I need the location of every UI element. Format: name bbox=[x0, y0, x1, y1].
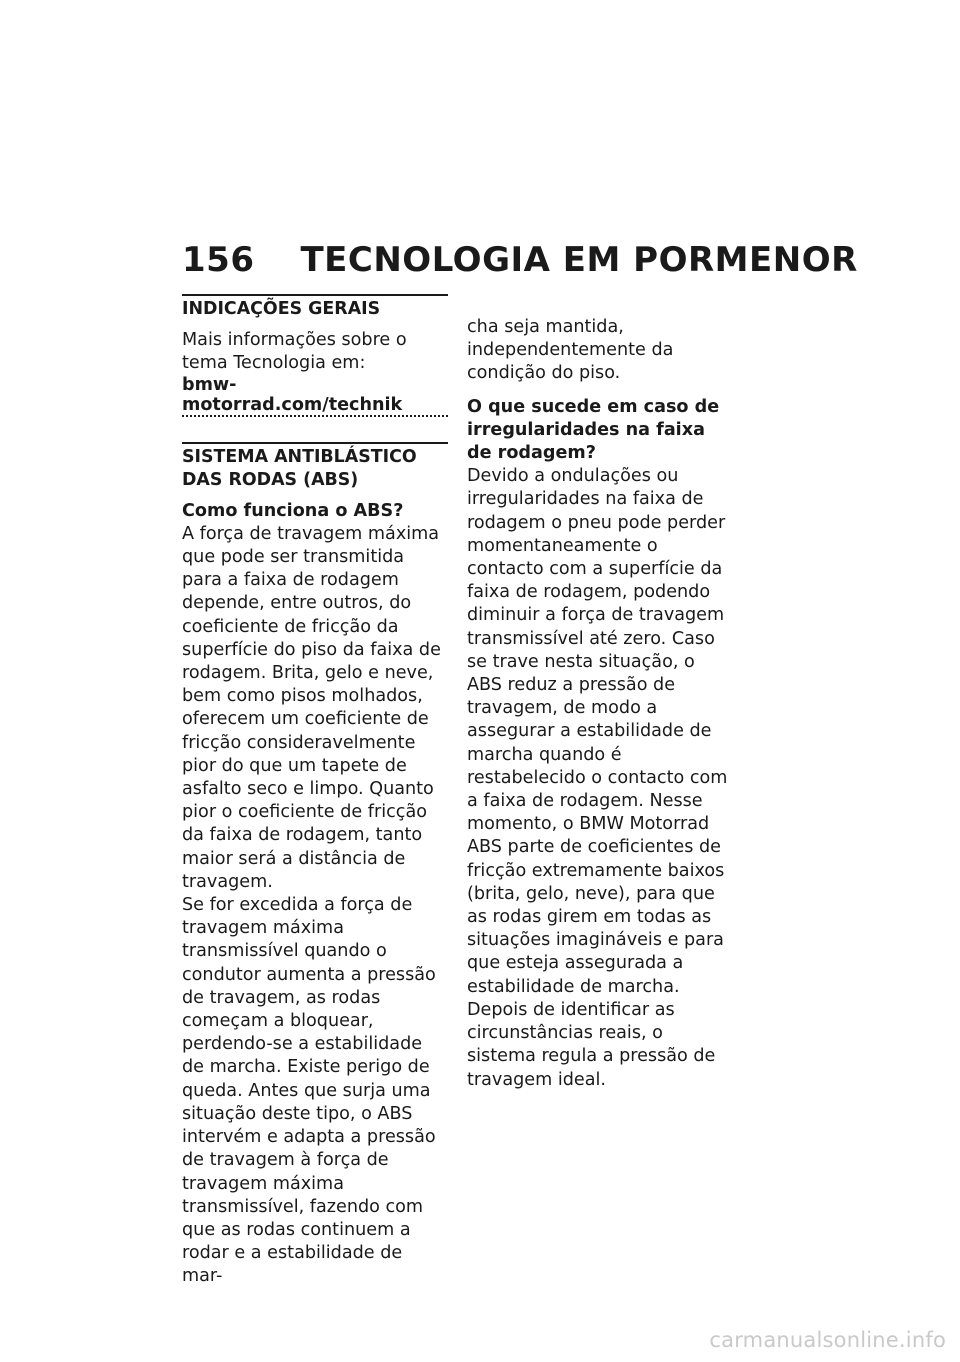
paragraph: Devido a ondulações ou irregularidades na faixa de rodagem o pneu pode perder momentaneamente o contacto com a superfície da faixa de rodagem, podendo diminuir a força de travagem transmissível até zero. Caso se trave nesta situação, o ABS reduz a pressão de travagem, de modo a assegurar a estabilidade de marcha quando é restabelecido o contacto com a faixa de rodagem. Nesse momento, o BMW Motorrad ABS parte de coeficientes de fricção extremamente baixos (brita, gelo, neve), para que as rodas girem em todas as situações imagináveis e para que esteja assegurada a estabilidade de marcha. Depois de identificar as circunstâncias reais, o sistema regula a pressão de travagem ideal. bbox=[467, 466, 728, 1090]
left-column bbox=[182, 294, 448, 1289]
general-info-text: Mais informações sobre o tema Tecnologia em: bbox=[182, 330, 407, 374]
subheading-how-abs-works: Como funciona o ABS? bbox=[182, 500, 404, 521]
right-column bbox=[467, 316, 733, 1092]
paragraph: Se for excedida a força de travagem máxima transmissível quando o condutor aumenta a pressão de travagem, as rodas começam a bloquear, perdendo-se a estabilidade de marcha. Existe perigo de queda. Antes que surja uma situação deste tipo, o ABS intervém e adapta a pressão de travagem à força de travagem máxima transmissível, fazendo com que as rodas continuem a rodar e a estabilidade de mar- bbox=[182, 895, 436, 1287]
page-number: 156 bbox=[182, 240, 255, 280]
page-title: TECNOLOGIA EM PORMENOR bbox=[300, 240, 858, 280]
technik-link[interactable]: bmw-motorrad.com/technik bbox=[182, 375, 448, 417]
section-rule bbox=[182, 442, 448, 444]
section-heading-general: INDICAÇÕES GERAIS bbox=[182, 299, 381, 319]
page-header bbox=[182, 240, 858, 280]
section-heading-abs: SISTEMA ANTIBLÁSTICO DAS RODAS (ABS) bbox=[182, 446, 417, 490]
watermark: carmanualsonline.info bbox=[709, 1328, 946, 1352]
section-rule bbox=[182, 294, 448, 296]
subheading-irregularities: O que sucede em caso de irregularidades na faixa de rodagem? bbox=[467, 396, 720, 464]
paragraph: A força de travagem máxima que pode ser transmitida para a faixa de rodagem depende, entre outros, do coeficiente de fricção da superfície do piso da faixa de rodagem. Brita, gelo e neve, bem como pisos molhados, oferecem um coeficiente de fricção consideravelmente pior do que um tapete de asfalto seco e limpo. Quanto pior o coeficiente de fricção da faixa de rodagem, tanto maior será a distância de travagem. bbox=[182, 523, 441, 892]
paragraph: cha seja mantida, independentemente da condição do piso. bbox=[467, 317, 674, 384]
